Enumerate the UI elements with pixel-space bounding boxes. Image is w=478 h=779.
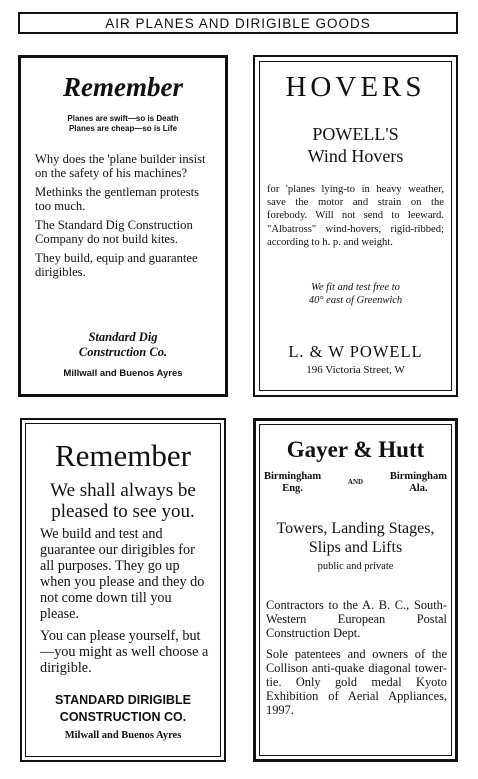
ad2-note bbox=[255, 281, 456, 307]
ad2-note-line: We fit and test free to bbox=[311, 282, 400, 293]
ad3-signature bbox=[22, 692, 224, 726]
ad4-location-and: AND bbox=[347, 478, 364, 486]
ad1-paragraph: The Standard Dig Construction Company do not build kites. bbox=[35, 218, 193, 246]
ad4-location-line: Ala. bbox=[409, 483, 428, 494]
ad4-subtitle-line: Slips and Lifts bbox=[308, 539, 403, 556]
ad3-paragraph: You can please yourself, but—you might as well choose a dirigible. bbox=[40, 628, 209, 676]
ad1-body bbox=[35, 152, 215, 284]
ad1-address: Millwall and Buenos Ayres bbox=[63, 368, 183, 379]
ad4-paragraph: Sole patentees and owners of the Collison anti-quake diagonal tower-tie. Only gold medal Kyoto Exhibition of Aerial Appliances, 1997. bbox=[266, 646, 447, 718]
ad2-note-line: 40° east of Greenwich bbox=[308, 295, 403, 306]
ad3-paragraph: We build and test and guarantee our dirigibles for all purposes. They go up when you please and they do not come down till you please. bbox=[40, 526, 205, 622]
ad3-title: Remember bbox=[54, 438, 191, 473]
ad1-subtitle-line: Planes are cheap—so is Life bbox=[68, 124, 178, 133]
ad1-title: Remember bbox=[63, 72, 183, 102]
ad4-paragraph: Contractors to the A. B. C., South-Western European Postal Construction Dept. bbox=[266, 598, 447, 641]
ad3-lead bbox=[22, 480, 224, 522]
ad4-locations bbox=[264, 471, 447, 495]
ad-gayer-hutt bbox=[253, 418, 458, 762]
ad1-signature bbox=[21, 330, 225, 360]
section-header-text: AIR PLANES AND DIRIGIBLE GOODS bbox=[105, 15, 371, 31]
ad4-subtitle bbox=[256, 519, 455, 557]
ad-standard-dirigible bbox=[20, 418, 226, 762]
ad4-public-private: public and private bbox=[317, 561, 394, 572]
ad3-address: Milwall and Buenos Ayres bbox=[64, 730, 182, 741]
ad4-location-line: Birmingham bbox=[264, 471, 322, 482]
ad1-signature-line: Construction Co. bbox=[78, 345, 168, 359]
ad3-lead-line: We shall always be bbox=[50, 480, 196, 501]
ad4-location-right bbox=[390, 471, 447, 495]
ad1-signature-line: Standard Dig bbox=[88, 330, 158, 344]
ad4-title: Gayer & Hutt bbox=[286, 437, 425, 462]
ad4-location-line: Birmingham bbox=[389, 471, 447, 482]
ad4-subtitle-line: Towers, Landing Stages, bbox=[276, 520, 435, 537]
ad-standard-dig bbox=[18, 55, 228, 397]
ad1-paragraph: Methinks the gentleman protests too much. bbox=[35, 185, 200, 213]
ad1-subtitle bbox=[21, 114, 225, 134]
ad2-signature: L. & W POWELL bbox=[288, 342, 423, 361]
ad4-location-left bbox=[264, 471, 321, 495]
ad2-body: for 'planes lying-to in heavy weather, save the motor and strain on the forebody. Will not send to leeward. "Albatross" wind-hovers, rigid-ribbed; according to h. p. and weight. bbox=[267, 184, 444, 248]
ad4-location-line: Eng. bbox=[282, 483, 303, 494]
ad2-subtitle-line: Wind Hovers bbox=[307, 146, 404, 166]
ad3-lead-line: pleased to see you. bbox=[51, 501, 195, 522]
ad2-subtitle bbox=[255, 123, 456, 167]
section-header bbox=[18, 12, 458, 34]
ad3-signature-line: STANDARD DIRIGIBLE bbox=[55, 693, 191, 707]
ad1-paragraph: Why does the 'plane builder insist on the safety of his machines? bbox=[35, 152, 206, 180]
ad4-body bbox=[266, 598, 447, 724]
ad2-address: 196 Victoria Street, W bbox=[306, 364, 405, 376]
ad3-signature-line: CONSTRUCTION CO. bbox=[59, 710, 187, 724]
ad2-subtitle-line: POWELL'S bbox=[312, 124, 399, 144]
ad1-subtitle-line: Planes are swift—so is Death bbox=[67, 114, 179, 123]
ad-powells-hovers bbox=[253, 55, 458, 397]
ad1-paragraph: They build, equip and guarantee dirigibles. bbox=[35, 251, 198, 279]
ad2-title: HOVERS bbox=[285, 71, 426, 103]
ad3-body bbox=[40, 526, 210, 682]
